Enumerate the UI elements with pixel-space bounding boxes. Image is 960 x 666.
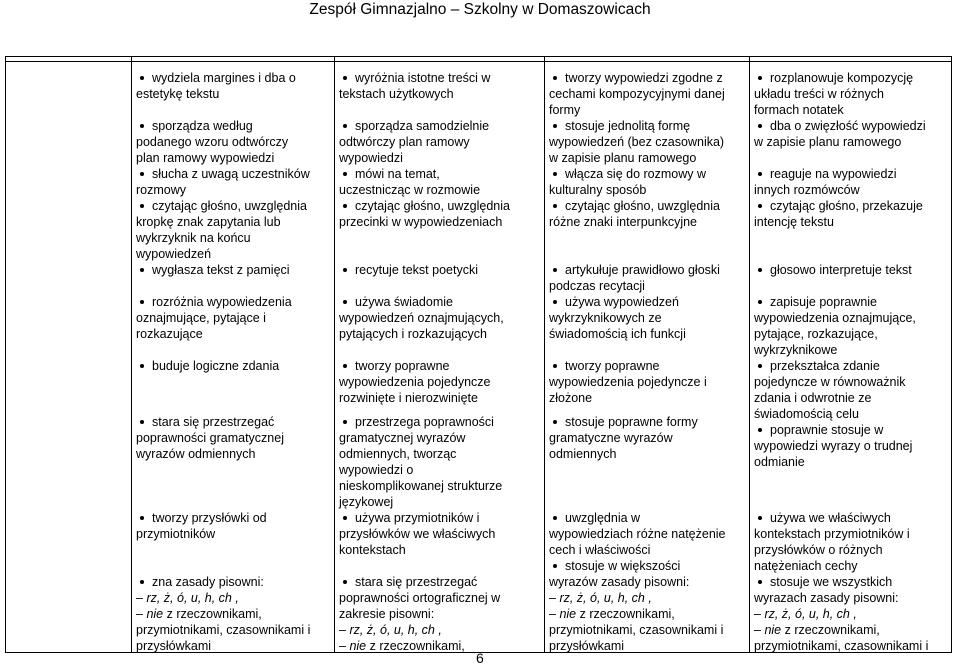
bullet-icon: [758, 124, 762, 128]
list-item-line: stosuje poprawne formy: [565, 415, 698, 429]
list-item-line: gramatycznej wyrazów: [339, 431, 466, 445]
list-item: [132, 574, 330, 590]
list-item: [545, 166, 745, 198]
list-item-line: odmiennych: [549, 447, 617, 461]
bullet-icon: [343, 300, 347, 304]
list-item-line: rozplanowuje kompozycję: [770, 71, 914, 85]
bullet-icon: [343, 580, 347, 584]
list-item: [750, 574, 947, 654]
list-item-line: wyróżnia istotne treści w: [355, 71, 491, 85]
list-item-line: cechami kompozycyjnymi danej: [549, 87, 725, 101]
bullet-icon: [343, 516, 347, 520]
list-item: [335, 414, 540, 510]
list-item-line: kropkę znak zapytania lub: [136, 215, 281, 229]
bullet-icon: [140, 420, 144, 424]
list-item: [750, 198, 947, 230]
list-item-line: – rz, ż, ó, u, h, ch ,: [136, 591, 239, 605]
list-item-line: wypowiedzenia pojedyncze i: [549, 375, 707, 389]
list-item-line: tworzy wypowiedzi zgodne z: [565, 71, 723, 85]
list-item-line: układu treści w różnych: [754, 87, 884, 101]
bullet-icon: [553, 204, 557, 208]
list-item-line: wykrzyknikowych ze: [549, 311, 662, 325]
bullet-icon: [343, 268, 347, 272]
list-item-line: kontekstach: [339, 543, 406, 557]
list-item-line: złożone: [549, 391, 593, 405]
list-item-line: czytając głośno, uwzględnia: [355, 199, 510, 213]
bullet-icon: [140, 268, 144, 272]
list-item-line: oznajmujące, pytające i: [136, 311, 266, 325]
list-item: [335, 198, 540, 230]
list-item: [132, 118, 330, 166]
list-item-line: pytające, rozkazujące,: [754, 327, 878, 341]
list-item: [750, 166, 947, 198]
bullet-icon: [140, 580, 144, 584]
bullet-icon: [758, 428, 762, 432]
list-item-line: przysłówków we właściwych: [339, 527, 496, 541]
list-item-line: przecinki w wypowiedzeniach: [339, 215, 503, 229]
list-item: [750, 118, 947, 150]
list-item-line: rozróżnia wypowiedzenia: [152, 295, 292, 309]
list-item-line: tworzy poprawne: [355, 359, 450, 373]
list-item: [545, 358, 745, 406]
list-item-line: wypowiedzi: [339, 151, 403, 165]
list-item-line: używa we właściwych: [770, 511, 891, 525]
list-item: [132, 358, 330, 374]
list-item-line: tekstach użytkowych: [339, 87, 454, 101]
list-item: [132, 262, 330, 278]
list-item-line: włącza się do rozmowy w: [565, 167, 707, 181]
bullet-icon: [343, 364, 347, 368]
list-item-line: recytuje tekst poetycki: [355, 263, 478, 277]
list-item: [545, 510, 745, 558]
list-item: [750, 358, 947, 422]
page-header: [0, 0, 960, 28]
list-item-line: w zapisie planu ramowego: [754, 135, 902, 149]
list-item-line: buduje logiczne zdania: [152, 359, 280, 373]
column-cell-2: [335, 62, 545, 653]
list-item: [750, 70, 947, 118]
list-item-line: przymiotników: [136, 527, 216, 541]
list-item-line: plan ramowy wypowiedzi: [136, 151, 275, 165]
list-item-line: zapisuje poprawnie: [770, 295, 878, 309]
bullet-icon: [758, 268, 762, 272]
bullet-icon: [553, 516, 557, 520]
list-item-line: używa wypowiedzeń: [565, 295, 679, 309]
list-item: [545, 118, 745, 166]
list-item-line: innych rozmówców: [754, 183, 860, 197]
list-item: [335, 510, 540, 558]
list-item-line: stara się przestrzegać: [355, 575, 478, 589]
list-item-line: stosuje we wszystkich: [770, 575, 893, 589]
list-item-line: natężeniach cechy: [754, 559, 858, 573]
list-item-line: wyrazów odmiennych: [136, 447, 256, 461]
list-item-line: kulturalny sposób: [549, 183, 647, 197]
list-item-line: odmianie: [754, 455, 805, 469]
list-item-line: reaguje na wypowiedzi: [770, 167, 897, 181]
list-item-line: wykrzyknik na końcu: [136, 231, 251, 245]
bullet-icon: [140, 364, 144, 368]
list-item-line: stara się przestrzegać: [152, 415, 275, 429]
list-item-line: przymiotnikami, czasownikami i: [754, 639, 929, 653]
list-item: [132, 198, 330, 262]
list-item-line: stosuje jednolitą formę: [565, 119, 691, 133]
list-item: [132, 70, 330, 102]
list-item-line: cech i właściwości: [549, 543, 651, 557]
list-item: [335, 70, 540, 102]
list-item-line: czytając głośno, uwzględnia: [565, 199, 720, 213]
list-item: [750, 262, 947, 278]
list-item-line: wyrazów zasady pisowni:: [549, 575, 690, 589]
bullet-icon: [553, 124, 557, 128]
list-item: [750, 294, 947, 358]
list-item-line: estetykę tekstu: [136, 87, 220, 101]
list-item-line: wypowiedziach różne natężenie: [549, 527, 726, 541]
list-item-line: wygłasza tekst z pamięci: [152, 263, 290, 277]
list-item-line: przysłówkami: [549, 639, 625, 653]
list-item: [335, 574, 540, 654]
list-item-line: tworzy poprawne: [565, 359, 660, 373]
list-item-line: – rz, ż, ó, u, h, ch ,: [754, 607, 857, 621]
list-item-line: wypowiedzi wyrazy o trudnej: [754, 439, 913, 453]
bullet-icon: [758, 580, 762, 584]
list-item-line: wypowiedzenia oznajmujące,: [754, 311, 916, 325]
list-item-line: przekształca zdanie: [770, 359, 880, 373]
list-item-line: świadomością celu: [754, 407, 859, 421]
bullet-icon: [343, 420, 347, 424]
list-item-line: – nie z rzeczownikami,: [754, 623, 880, 637]
list-item-line: rozmowy: [136, 183, 187, 197]
list-item: [545, 414, 745, 462]
list-item-line: rozkazujące: [136, 327, 203, 341]
bullet-icon: [553, 364, 557, 368]
list-item-line: przymiotnikami, czasownikami i: [549, 623, 724, 637]
list-item-line: wykrzyknikowe: [754, 343, 838, 357]
bullet-icon: [343, 76, 347, 80]
list-item-line: wypowiedzeń (bez czasownika): [549, 135, 725, 149]
list-item: [335, 294, 540, 342]
bullet-icon: [758, 364, 762, 368]
list-item-line: kontekstach przymiotników i: [754, 527, 910, 541]
bullet-icon: [758, 172, 762, 176]
list-item-line: świadomością ich funkcji: [549, 327, 686, 341]
list-item-line: dba o zwięzłość wypowiedzi: [770, 119, 926, 133]
list-item: [132, 294, 330, 342]
bullet-icon: [758, 516, 762, 520]
list-item: [132, 590, 330, 654]
list-item-line: przysłówków o różnych: [754, 543, 883, 557]
bullet-icon: [553, 76, 557, 80]
list-item-line: czytając głośno, uwzględnia: [152, 199, 307, 213]
list-item: [750, 510, 947, 574]
list-item-line: językowej: [339, 495, 394, 509]
bullet-icon: [758, 300, 762, 304]
list-item-line: odtwórczy plan ramowy: [339, 135, 470, 149]
bullet-icon: [140, 516, 144, 520]
list-item-line: gramatyczne wyrazów: [549, 431, 673, 445]
list-item-line: głosowo interpretuje tekst: [770, 263, 912, 277]
list-item: [335, 118, 540, 166]
list-item-line: tworzy przysłówki od: [152, 511, 267, 525]
list-item-line: słucha z uwagą uczestników: [152, 167, 310, 181]
column-cell-3: [545, 62, 750, 653]
page-title: Zespół Gimnazjalno – Szkolny w Domaszowicach: [309, 1, 651, 18]
list-item-line: w zapisie planu ramowego: [549, 151, 697, 165]
list-item-line: odmiennych, tworząc: [339, 447, 457, 461]
bullet-icon: [758, 204, 762, 208]
empty-cell: [6, 62, 132, 653]
list-item-line: przysłówkami: [136, 639, 212, 653]
list-item-line: sporządza samodzielnie: [355, 119, 490, 133]
page-number: 6: [476, 650, 484, 666]
list-item-line: poprawnie stosuje w: [770, 423, 884, 437]
list-item-line: intencję tekstu: [754, 215, 834, 229]
list-item-line: przestrzega poprawności: [355, 415, 494, 429]
bullet-icon: [343, 172, 347, 176]
list-item-line: – nie z rzeczownikami,: [339, 639, 465, 653]
list-item-line: poprawności gramatycznej: [136, 431, 284, 445]
list-item-line: formach notatek: [754, 103, 844, 117]
bullet-icon: [553, 268, 557, 272]
list-item: [545, 262, 745, 294]
list-item-line: wyrazach zasady pisowni:: [754, 591, 899, 605]
requirements-table: [5, 56, 952, 653]
list-item: [545, 198, 745, 230]
bullet-icon: [140, 124, 144, 128]
list-item-line: zna zasady pisowni:: [152, 575, 264, 589]
bullet-icon: [343, 204, 347, 208]
bullet-icon: [758, 76, 762, 80]
list-item-line: używa przymiotników i: [355, 511, 480, 525]
list-item-line: różne znaki interpunkcyjne: [549, 215, 697, 229]
bullet-icon: [140, 76, 144, 80]
list-item: [335, 262, 540, 278]
list-item-line: sporządza według: [152, 119, 253, 133]
list-item-line: artykułuje prawidłowo głoski: [565, 263, 720, 277]
bullet-icon: [140, 204, 144, 208]
bullet-icon: [140, 172, 144, 176]
bullet-icon: [140, 300, 144, 304]
bullet-icon: [553, 420, 557, 424]
list-item-line: zakresie pisowni:: [339, 607, 435, 621]
list-item-line: uwzględnia w: [565, 511, 641, 525]
list-item-line: uczestnicząc w rozmowie: [339, 183, 481, 197]
bullet-icon: [553, 172, 557, 176]
list-item-line: – rz, ż, ó, u, h, ch ,: [339, 623, 442, 637]
list-item: [132, 166, 330, 198]
list-item-line: używa świadomie: [355, 295, 453, 309]
list-item: [132, 414, 330, 462]
list-item: [132, 510, 330, 542]
list-item-line: poprawności ortograficznej w: [339, 591, 501, 605]
list-item-line: pojedyncze w równoważnik: [754, 375, 906, 389]
list-item-line: wypowiedzenia pojedyncze: [339, 375, 491, 389]
list-item-line: formy: [549, 103, 581, 117]
bullet-icon: [553, 300, 557, 304]
column-cell-1: [132, 62, 335, 653]
list-item-line: przymiotnikami, czasownikami i: [136, 623, 311, 637]
list-item: [335, 166, 540, 198]
list-item-line: – nie z rzeczownikami,: [549, 607, 675, 621]
list-item: [545, 70, 745, 118]
list-item-line: mówi na temat,: [355, 167, 440, 181]
list-item: [545, 294, 745, 342]
list-item: [750, 422, 947, 470]
list-item-line: czytając głośno, przekazuje: [770, 199, 923, 213]
list-item-line: wypowiedzeń oznajmujących,: [339, 311, 504, 325]
list-item-line: pytających i rozkazujących: [339, 327, 487, 341]
list-item-line: zdania i odwrotnie ze: [754, 391, 872, 405]
list-item-line: wypowiedzeń: [136, 247, 212, 261]
list-item-line: wydziela margines i dba o: [152, 71, 296, 85]
list-item: [545, 558, 745, 654]
list-item-line: – rz, ż, ó, u, h, ch ,: [549, 591, 652, 605]
list-item-line: wypowiedzi o: [339, 463, 414, 477]
list-item: [335, 358, 540, 406]
bullet-icon: [553, 564, 557, 568]
list-item-line: podczas recytacji: [549, 279, 645, 293]
list-item-line: stosuje w większości: [565, 559, 681, 573]
list-item-line: rozwinięte i nierozwinięte: [339, 391, 478, 405]
list-item-line: podanego wzoru odtwórczy: [136, 135, 289, 149]
bullet-icon: [343, 124, 347, 128]
table-row: [6, 62, 952, 653]
list-item-line: – nie z rzeczownikami,: [136, 607, 262, 621]
column-cell-4: [750, 62, 952, 653]
list-item-line: nieskomplikowanej strukturze: [339, 479, 503, 493]
